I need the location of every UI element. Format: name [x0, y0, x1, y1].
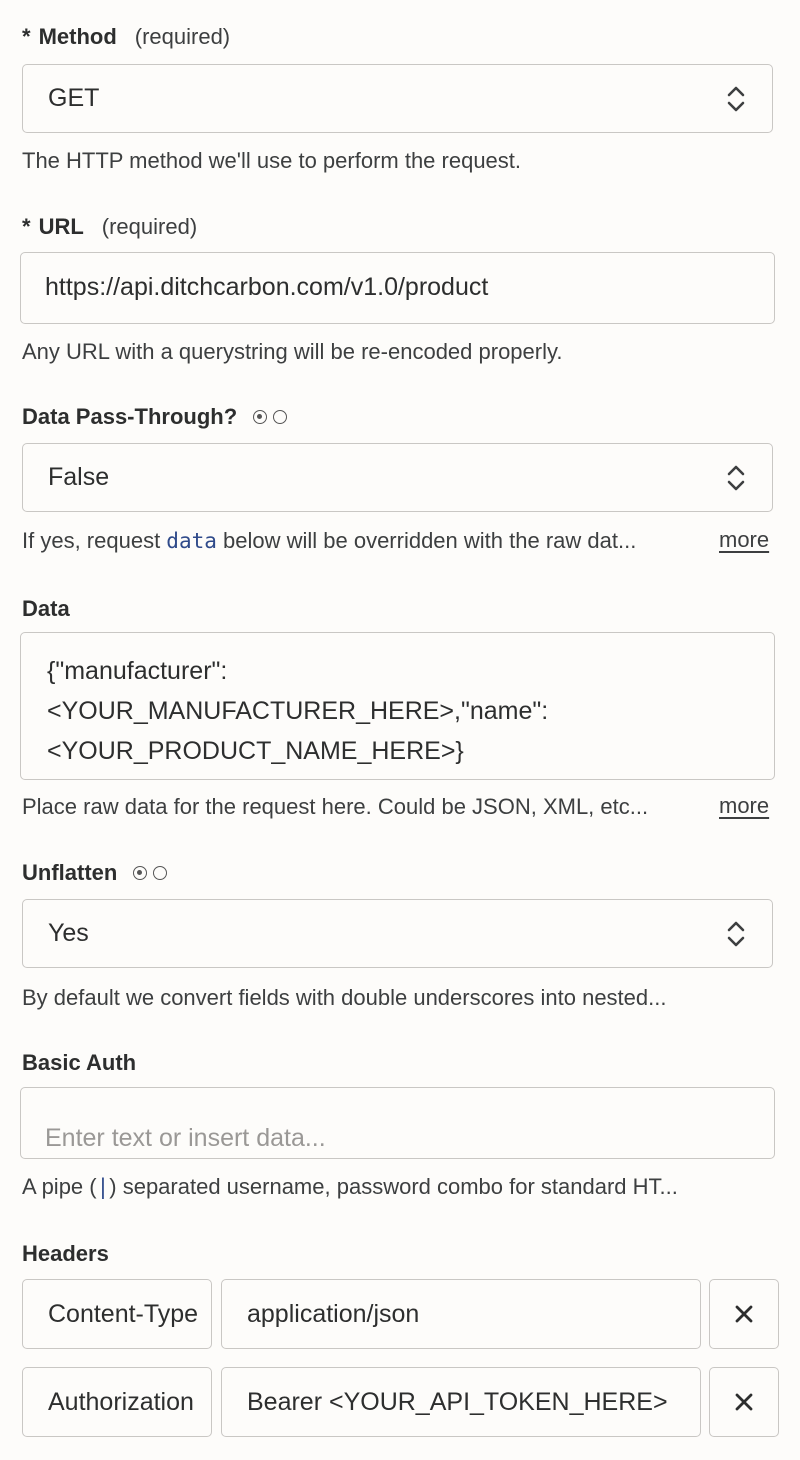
- pipe-code-token: |: [96, 1175, 110, 1199]
- data-help: Place raw data for the request here. Could be JSON, XML, etc...: [22, 794, 649, 819]
- header-key-input[interactable]: [22, 1279, 212, 1349]
- up-down-chevron-icon: [726, 84, 746, 114]
- required-note: (required): [101, 214, 198, 239]
- unflatten-help: By default we convert fields with double underscores into nested...: [22, 985, 667, 1010]
- up-down-chevron-icon: [726, 463, 746, 493]
- url-label: * URL (required): [22, 214, 198, 239]
- data-textarea[interactable]: [20, 632, 775, 780]
- close-icon: [734, 1392, 754, 1412]
- method-value: GET: [48, 84, 100, 112]
- data-label: Data: [22, 596, 70, 621]
- header-key: Authorization: [48, 1387, 194, 1416]
- radio-on-icon[interactable]: [133, 866, 147, 880]
- header-key-input[interactable]: [22, 1367, 212, 1437]
- toggle-radio-group[interactable]: [253, 410, 287, 424]
- method-help: The HTTP method we'll use to perform the request.: [22, 148, 522, 173]
- required-note: (required): [134, 24, 231, 49]
- basic-auth-input[interactable]: [20, 1087, 775, 1159]
- pass-through-select[interactable]: [22, 443, 773, 512]
- toggle-radio-group[interactable]: [133, 866, 167, 880]
- unflatten-value: Yes: [48, 919, 89, 947]
- up-down-chevron-icon: [726, 919, 746, 949]
- method-label: * Method (required): [22, 24, 231, 49]
- radio-off-icon[interactable]: [273, 410, 287, 424]
- radio-off-icon[interactable]: [153, 866, 167, 880]
- basic-auth-help: A pipe (|) separated username, password combo for standard HT...: [22, 1174, 678, 1199]
- url-help: Any URL with a querystring will be re-encoded properly.: [22, 339, 563, 364]
- pass-through-value: False: [48, 463, 110, 491]
- basic-auth-placeholder: Enter text or insert data...: [45, 1124, 326, 1152]
- basic-auth-label: Basic Auth: [22, 1050, 137, 1075]
- pass-through-label: Data Pass-Through?: [22, 404, 287, 430]
- pass-through-more-link[interactable]: more: [719, 527, 770, 552]
- method-select[interactable]: [22, 64, 773, 133]
- header-key: Content-Type: [48, 1299, 199, 1328]
- remove-header-button[interactable]: [709, 1279, 779, 1349]
- header-value: application/json: [247, 1299, 420, 1328]
- radio-on-icon[interactable]: [253, 410, 267, 424]
- url-input[interactable]: [20, 252, 775, 324]
- headers-label: Headers: [22, 1241, 109, 1266]
- unflatten-select[interactable]: [22, 899, 773, 968]
- data-line: <YOUR_MANUFACTURER_HERE>,"name":: [47, 697, 549, 725]
- close-icon: [734, 1304, 754, 1324]
- header-value: Bearer <YOUR_API_TOKEN_HERE>: [247, 1387, 668, 1416]
- unflatten-label: Unflatten: [22, 860, 167, 886]
- data-more-link[interactable]: more: [719, 793, 770, 818]
- remove-header-button[interactable]: [709, 1367, 779, 1437]
- pass-through-help: If yes, request data below will be overridden with the raw dat...: [22, 528, 637, 553]
- header-value-input[interactable]: [221, 1367, 701, 1437]
- data-line: <YOUR_PRODUCT_NAME_HERE>}: [47, 737, 464, 765]
- url-value: https://api.ditchcarbon.com/v1.0/product: [45, 273, 489, 301]
- data-code-token: data: [166, 529, 217, 553]
- data-line: {"manufacturer":: [47, 657, 228, 685]
- header-value-input[interactable]: [221, 1279, 701, 1349]
